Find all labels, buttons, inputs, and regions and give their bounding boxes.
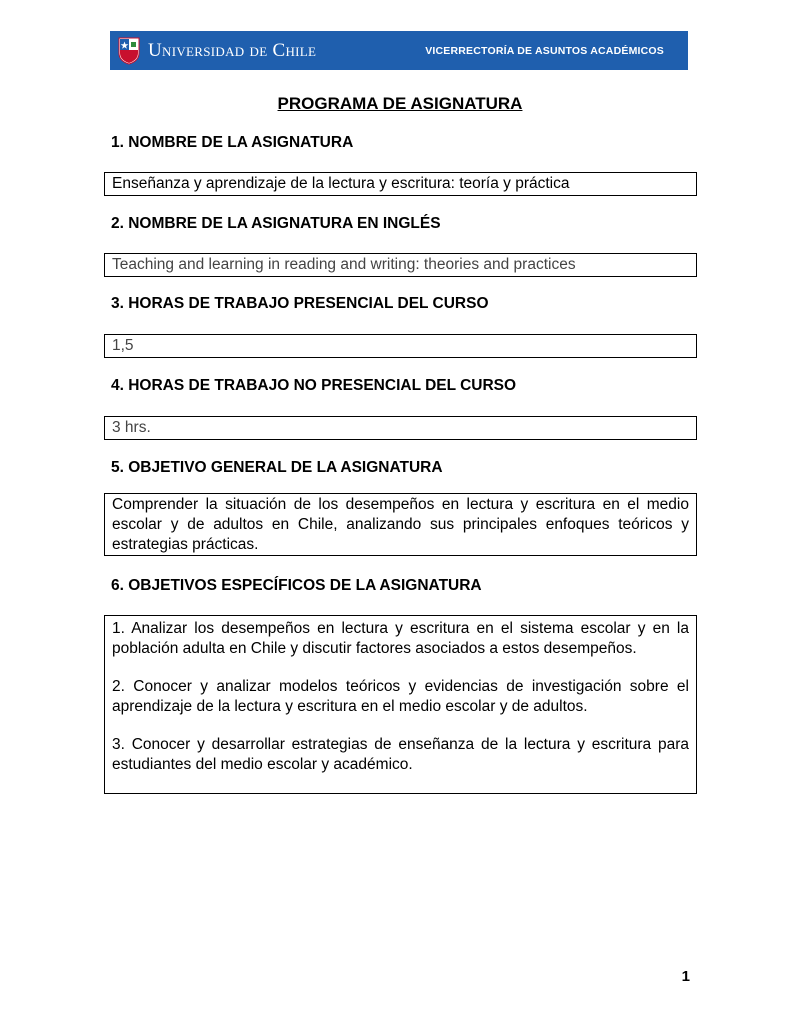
header-banner xyxy=(110,31,688,70)
section-1-heading: 1. NOMBRE DE LA ASIGNATURA xyxy=(111,134,354,151)
section-2-content: Teaching and learning in reading and writing: theories and practices xyxy=(104,253,697,277)
section-5-content: Comprender la situación de los desempeños en lectura y escritura en el medio escolar y de adultos en Chile, analizando sus principales enfoques teóricos y estrategias prácticas. xyxy=(104,493,697,556)
section-3-content: 1,5 xyxy=(104,334,697,358)
objective-item: 2. Conocer y analizar modelos teóricos y evidencias de investigación sobre el aprendizaje de la lectura y escritura en el medio escolar y de adultos. xyxy=(112,678,689,715)
office-name: VICERRECTORÍA DE ASUNTOS ACADÉMICOS xyxy=(425,44,664,57)
section-6-heading: 6. OBJETIVOS ESPECÍFICOS DE LA ASIGNATURA xyxy=(111,577,482,594)
section-1-content: Enseñanza y aprendizaje de la lectura y escritura: teoría y práctica xyxy=(104,172,697,196)
section-3-heading: 3. HORAS DE TRABAJO PRESENCIAL DEL CURSO xyxy=(111,295,489,312)
section-2-heading: 2. NOMBRE DE LA ASIGNATURA EN INGLÉS xyxy=(111,215,441,232)
document-title: PROGRAMA DE ASIGNATURA xyxy=(277,94,523,113)
section-5-heading: 5. OBJETIVO GENERAL DE LA ASIGNATURA xyxy=(111,459,443,476)
page-number: 1 xyxy=(681,968,690,985)
university-crest-icon xyxy=(118,37,140,65)
header-brand xyxy=(118,37,316,65)
section-6-content xyxy=(104,615,697,794)
section-4-content: 3 hrs. xyxy=(104,416,697,440)
section-4-heading: 4. HORAS DE TRABAJO NO PRESENCIAL DEL CURSO xyxy=(111,377,517,394)
objective-item: 1. Analizar los desempeños en lectura y escritura en el sistema escolar y en la población adulta en Chile y discutir factores asociados a estos desempeños. xyxy=(112,620,689,657)
university-name: Universidad de Chile xyxy=(148,39,317,61)
objective-item: 3. Conocer y desarrollar estrategias de enseñanza de la lectura y escritura para estudiantes del medio escolar y académico. xyxy=(112,736,689,773)
